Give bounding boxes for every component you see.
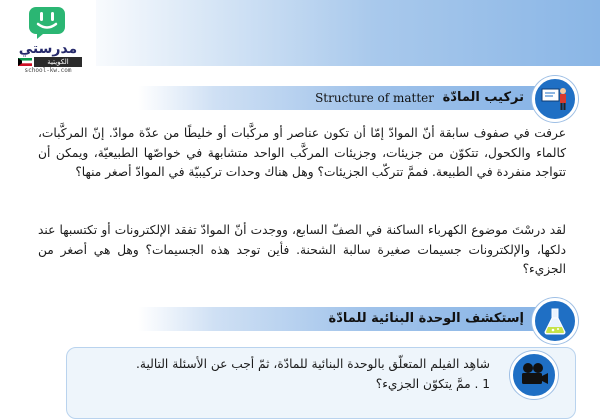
section-header-explore xyxy=(138,307,566,331)
brand-name: مدرستي xyxy=(18,41,78,57)
section-title-en: Structure of matter xyxy=(315,91,434,105)
kuwait-flag-icon xyxy=(18,58,32,66)
activity-content xyxy=(70,354,490,394)
scientist-board-icon xyxy=(532,76,578,122)
brand-url: school-kw.com xyxy=(24,67,72,74)
intro-paragraph: عرفت في صفوف سابقة أنّ الموادّ إمّا أن تكون عناصر أو مركَّبات أو خليطًا من عدّة موادّ. إنّ المركَّبات، كالماء والكحول، تتكوّن من جزيئات، وجزيئات المركَّب الواحد متشابهة في خواصّها الطبيعيّة، ويمكن أن تتواجد منفردة في الطبيعة. فممَّ تتركّب الجزيئات؟ وهل هناك وحدات تركيبيّة في الموادّ أصغر منها؟ xyxy=(38,126,566,179)
video-camera-icon[interactable] xyxy=(510,351,558,399)
section-title-explore: إستكشف الوحدة البنائية للمادّة xyxy=(328,311,524,326)
logo-icon xyxy=(28,6,66,40)
electrons-paragraph: لقد درسْتَ موضوع الكهرباء الساكنة في الصفّ السابع، ووجدت أنّ الموادّ تفقد الإلكترونات أو تكتسبها عند دلكها، والإلكترونات جسيمات صغيرة سالبة الشحنة. فأين توجد هذه الجسيمات؟ وهل هي أصغر من الجزيء؟ xyxy=(38,223,566,276)
school-logo[interactable] xyxy=(0,0,96,76)
flask-icon xyxy=(532,298,578,344)
section-title-ar: تركيب المادّة xyxy=(442,90,524,105)
question-1: 1 . ممَّ يتكوّن الجزيء؟ xyxy=(375,377,490,391)
section-header-structure xyxy=(138,86,566,110)
brand-subtitle: الكويتية xyxy=(34,57,82,67)
activity-instruction: شاهِد الفيلم المتعلّق بالوحدة البنائية للمادّة، ثمّ أجب عن الأسئلة التالية. xyxy=(136,357,490,371)
